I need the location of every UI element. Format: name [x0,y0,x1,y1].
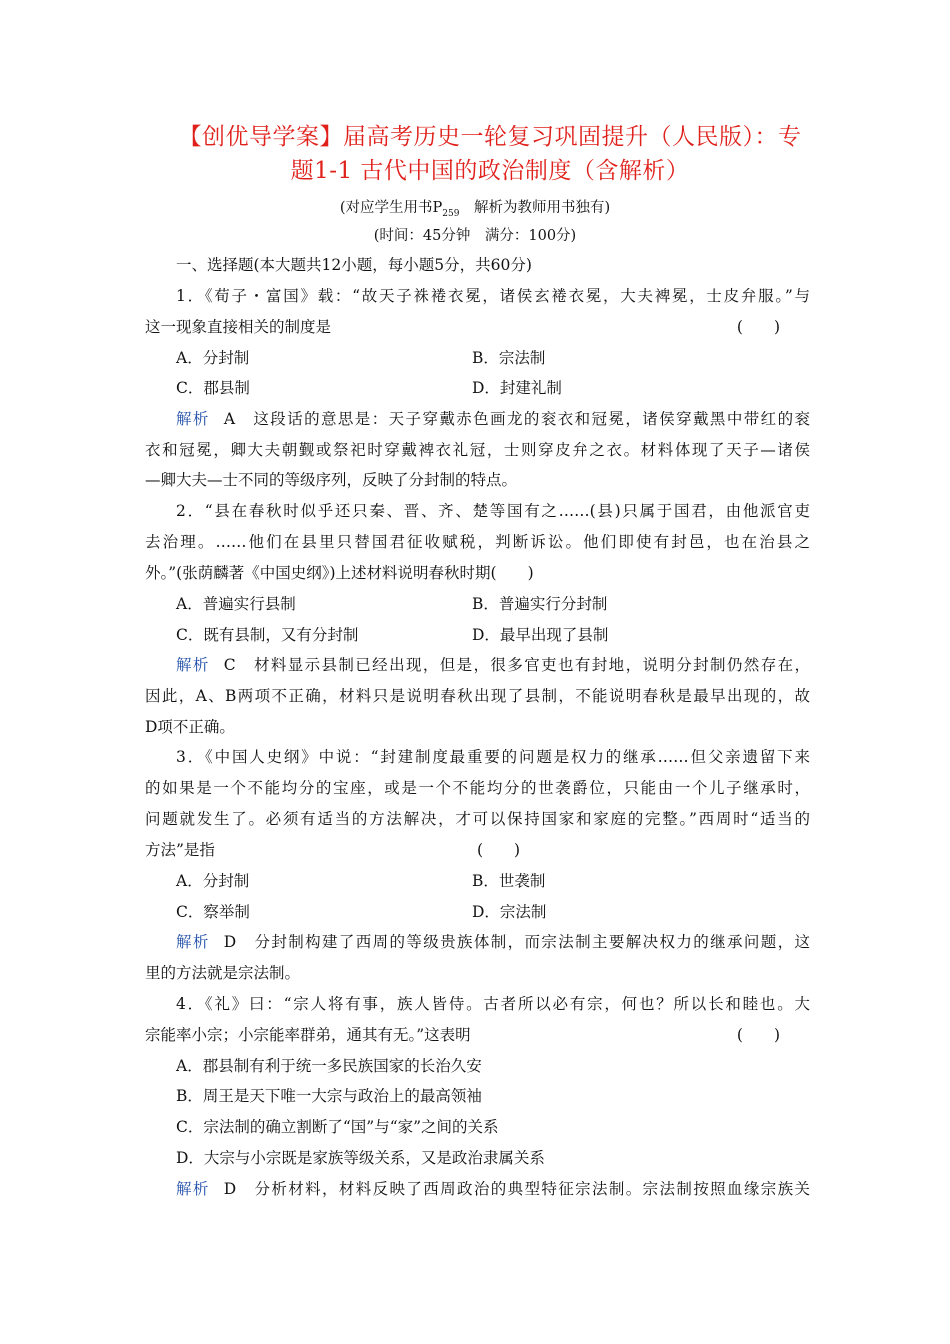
q1-analysis-line-2: 衣和冠冕，卿大夫朝觐或祭祀时穿戴裨衣礼冠，士则穿皮弁之衣。材料体现了天子—诸侯 [145,441,810,459]
q2-analysis-line-2: 因此，A、B两项不正确，材料只是说明春秋出现了县制，不能说明春秋是最早出现的，故 [145,687,810,705]
source-note: (对应学生用书$P_{259}$ 解析为教师用书独有) [339,200,611,219]
q2-option-c: C．既有县制，又有分封制 [176,626,359,644]
title-line-1: 【创优导学案】届高考历史一轮复习巩固提升（人民版）：专 [178,124,802,150]
q1-stem-line-1: 1．《荀子・富国》载：“故天子袾裷衣冕，诸侯玄裷衣冕，大夫裨冕，士皮弁服。”与 [176,287,810,305]
q3-option-a: A．分封制 [176,872,250,890]
q4-option-b: B．周王是天下唯一大宗与政治上的最高领袖 [176,1087,482,1105]
q4-analysis-line-1: 解析 D 分析材料，材料反映了西周政治的典型特征宗法制。宗法制按照血缘宗族关 [176,1180,810,1198]
q1-stem-line-2: 这一现象直接相关的制度是 ( ) [145,318,780,336]
q2-stem-line-2: 去治理。……他们在县里只替国君征收赋税，判断诉讼。他们即使有封邑，也在治县之 [145,533,810,551]
q3-stem-line-4: 方法”是指 ( ) [145,841,521,859]
q1-analysis-line-3: —卿大夫—士不同的等级序列，反映了分封制的特点。 [145,471,518,489]
q3-option-b: B．世袭制 [472,872,546,890]
answer-blank: ( ) [477,841,521,859]
q4-stem-line-1: 4．《礼》曰：“宗人将有事，族人皆侍。古者所以必有宗，何也？所以长和睦也。大 [176,995,810,1013]
section-heading: 一、选择题(本大题共12小题，每小题5分，共60分) [176,256,532,274]
q4-option-d: D．大宗与小宗既是家族等级关系，又是政治隶属关系 [176,1149,545,1167]
q3-stem-line-2: 的如果是一个不能均分的宝座，或是一个不能均分的世袭爵位，只能由一个儿子继承时， [145,779,810,797]
q2-analysis-line-1: 解析 C 材料显示县制已经出现，但是，很多官吏也有封地，说明分封制仍然存在， [176,656,810,674]
analysis-label: 解析 [176,1180,210,1198]
analysis-label: 解析 [176,410,210,428]
q3-option-c: C．察举制 [176,903,250,921]
answer-blank: ( ) [736,318,780,336]
q1-option-a: A．分封制 [176,349,250,367]
q4-option-a: A．郡县制有利于统一多民族国家的长治久安 [176,1057,482,1075]
title-line-2: 题1-1 古代中国的政治制度（含解析） [290,158,690,184]
q4-option-c: C．宗法制的确立割断了“国”与“家”之间的关系 [176,1118,499,1136]
time-note: (时间：45分钟 满分：100分) [373,228,577,244]
q3-stem-line-3: 问题就发生了。必须有适当的方法解决，才可以保持国家和家庭的完整。”西周时“适当的 [145,810,810,828]
q3-analysis-line-2: 里的方法就是宗法制。 [145,964,301,982]
q1-option-b: B．宗法制 [472,349,546,367]
q3-stem-line-1: 3．《中国人史纲》中说：“封建制度最重要的问题是权力的继承……但父亲遗留下来 [176,748,810,766]
answer-blank: ( ) [736,1026,780,1044]
analysis-label: 解析 [176,656,210,674]
q2-option-a: A．普遍实行县制 [176,595,296,613]
q1-option-c: C．郡县制 [176,379,250,397]
q3-option-d: D．宗法制 [472,903,547,921]
q2-stem-line-3: 外。”(张荫麟著《中国史纲》)上述材料说明春秋时期( ) [145,564,534,582]
q1-option-d: D．封建礼制 [472,379,562,397]
q2-option-d: D．最早出现了县制 [472,626,609,644]
document-title [160,120,820,188]
q1-analysis-line-1: 解析 A 这段话的意思是：天子穿戴赤色画龙的衮衣和冠冕，诸侯穿戴黑中带红的衮 [176,410,810,428]
q3-analysis-line-1: 解析 D 分封制构建了西周的等级贵族体制，而宗法制主要解决权力的继承问题，这 [176,933,810,951]
q4-stem-line-2: 宗能率小宗；小宗能率群弟，通其有无。”这表明 ( ) [145,1026,780,1044]
analysis-label: 解析 [176,933,210,951]
q2-option-b: B．普遍实行分封制 [472,595,608,613]
q2-stem-line-1: 2．“县在春秋时似乎还只秦、晋、齐、楚等国有之……(县)只属于国君，由他派官吏 [176,502,810,520]
q2-analysis-line-3: D项不正确。 [145,718,235,736]
